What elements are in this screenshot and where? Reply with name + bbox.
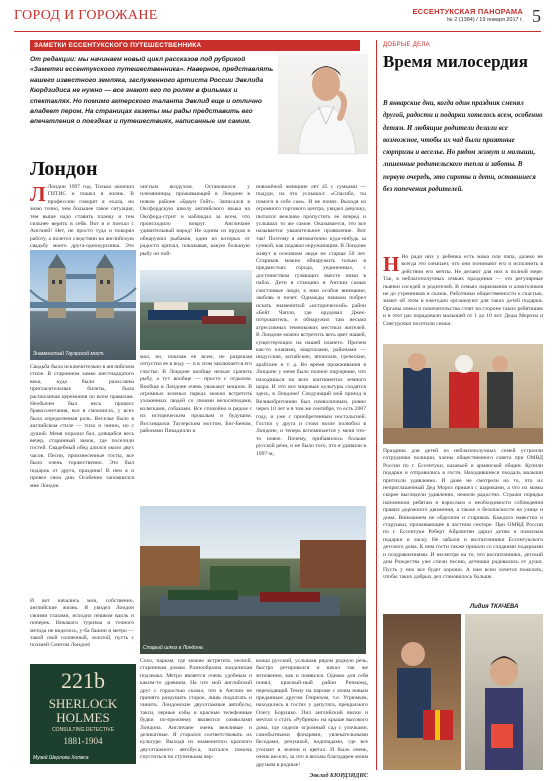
text-column-3-bottom (256, 658, 368, 780)
child-icon (465, 614, 543, 770)
column-divider (376, 40, 377, 770)
right-intro: В январские дни, когда один праздник сменял другой, радости и подарки хотелось всем, особенно детям. И любящие родители делали все возможное, чтобы их чад были приятные сюрпризы и веселье. Но рядом живут и малыши, лишенные родительского тепла и заботы. В первую очередь, это сироты и дети, оставшиеся без попечения родителей. (383, 99, 543, 194)
bridge-icon (30, 250, 136, 360)
author-portrait (278, 54, 368, 154)
column-text: Сохо, паркам, где можно встретить лесной, старинным домам. Разнообразна лондонская подземка. Метро является очень удобным и каким-то древним. На что мой английский друг с гордостью сказал, что в Англии не принято разрушать старое, лишь подлатать и чинить. Лондонские двухэтажные автобусы, такси, черные кэбы и красные телефонные будки по-прежнему являются символами Лондона. Англичане очень вежливые и деликатные. Я старался соответствовать их культуре. Выходя из знаменитого красного двухэтажного автобуса, пытался помочь спуститься по ступенькам чер- (140, 658, 252, 761)
portrait-icon (278, 54, 368, 154)
text-column-2-mid (140, 354, 252, 504)
text-column-1-bottom (30, 598, 134, 662)
column-text: чистым воздухом. Остановился у племянницы, проживающей в Лондоне в новом районе «Браун Гейт». Записался в Оксфордскую школу английского языка на Оксфорд-стрит и наблюдал за всем, что происходило вокруг. Англичане удивительный народ! Не одним из прудов в обнаружил рыбаков, один из которых от радости кричал, показывая, какую большую рыбу он пой- (140, 184, 250, 257)
right-section-label: ДОБРЫЕ ДЕЛА (383, 42, 430, 48)
text-column-3 (256, 184, 366, 504)
column-text: Свадьба была исключительно в английском стиле. В старинном замке шестнадцатого века, куда были разосланы пригласительные билеты, была расписанная церемония по всем правилам. Необычен был весь процесс бракосочетания, все в смокингах, у всех была определенная роль. Веселье было в английском стиле — тихо и чинно, но с душой. Меня поразил бал, длящийся весь вечер, старинный замок, где поселили гостей. Свадебный обед длился около двух часов. Песни, произнесенные тосты, все было очень торжественно. Это был подарок от друга, праздник! В нем я и провел свои дни. Особенно запомнился мне Лондон. (30, 364, 134, 489)
page-header (14, 6, 541, 32)
newspaper-name: ЕССЕНТУКСКАЯ ПАНОРАМА (412, 7, 523, 16)
column-text: Но ради них у ребенка есть мама или папа, далеко не всегда это означает, что они понимают его и исполнить в действии его мечты. Не делают для них в полной мере. Так, в неблагополучных семьях праздники — это регулярные пьянки соседей и родителей. В семьях наркоманов и алкоголиков не до утренников и сказок. Работники общественности к счастью, знают об этом и ежегодно организуют для таких детей подарки. Органы опеки и попечительства стоят на стороне таких ребятишек и в этот раз порадовали малышей от 1 до 10 лет. Деды Морозы и Снегурочки посетили семьи. (383, 254, 543, 327)
right-column-top (383, 254, 543, 342)
right-column-bottom (383, 448, 543, 600)
boats-photo (140, 270, 252, 350)
text-column-2-bottom (140, 658, 252, 770)
column-text: мал, но, показав ее всем, не разрешая отпустил ее в воду — и в этом заключается его счастье. В Лондоне вообще нельзя хранить рыбу, а тут вообще — просто с отдыхом. Вообще в Лондоне очень уважают моцион. В огромных зеленых парках можно встретить ухоженных людей со своими велосипедами, колясками, собаками. Все спокойно и рядом с их историческим прошлым и будущим. Восхищался Таузерским мостом, Биг-Беном, районами Пикадилли и (140, 354, 252, 435)
sign-years: 1881-1904 (63, 736, 103, 746)
issue-info: № 2 (1384) / 19 января 2017 г. (446, 17, 523, 23)
column-text: Праздник для детей из неблагополучных семей устроили сотрудники полиции, члены общественного совета при ОМВД России по г. Ессентуки, казачьей и армянской общин. Купили подарки и отправились в гости. Находившиеся поодаль малыши притихли удивленно. И даже не смотрели на то, что их неприглашенный Дед Мороз пришел с шариками, а что их мамы скорее выглядели удивленно, нежели радостно. Стражи порядка напомнили ребятам и взрослым о необходимости соблюдения правил дорожного движения, а также о безопасности на улице и дома. Вниманием не обделили и стариков. Каждого навестил и старушки, проживающие в частном секторе. При ОМВД России по г. Ессентуки Роберт Айрапетян дарил детям и пожилым подарки и ласку. Не забыли и воспитанники Ессентукского детского дома. К ним гости также пришли со сладкими подарками и поздравлениями. И несмотря на то, что воспитанники, детский дом Рождества уже спели песню, детишки радовались от души. Пусть у них все будет хорошо. А нам всем хочется пожелать, чтобы таких добрых дел становилось больше. (383, 448, 543, 580)
sign-line2: HOLMES (56, 710, 110, 725)
sherlock-sign-photo (30, 664, 136, 764)
drop-cap: Л (30, 182, 46, 206)
text-column-1-top (30, 184, 134, 248)
text-column-2-top (140, 184, 250, 266)
tower-bridge-photo (30, 250, 136, 360)
editor-intro: От редакции: мы начинаем новый цикл рассказов под рубрикой «Заметки ессентукского путешественника». Наверное, представлять нашего известного земляка, заслуженного артиста России Эвклида Кюрдзидиса не нужно — все знают его по ролям в фильмах и спектаклях. Но помимо актерского таланта Эвклид еще и отлично владеет пером. На страницах газеты мы рады представить его впечатления о поездках и путешествиях, написанные им самим. (30, 56, 274, 126)
page-number: 5 (532, 6, 541, 26)
gift-icon (383, 614, 461, 770)
sign-number: 221b (61, 668, 105, 693)
photo-caption: Знаменитый Тауэрский мост. (33, 351, 105, 357)
canal-icon (140, 506, 366, 654)
author-signature: Эвклид КЮРДЗИДИС (309, 773, 368, 780)
column-text: конца русский, услышав рядом родную речь, быстро ретировался и начал так же мгновенно, как и появился. Однако для себя понял, красный-ный район Ричмонд, переходящий Темзу на пароме с моим новым преданным другом Генрихом, т.е. Угрюмым, находились в гостях у депутата, прекрасного Олегу Борушко. Пил английский виски и мечтал о стать «Рубрики» на крыше высокого дома, где сидели огромный сад с улочками, самобытными фонарями, увлекательными беседами, речушкой, водопадами, где все утопает в зелени и цветах. И было очень, очень весело, за что я весьма благодарен моим друзьям в родные! (256, 658, 368, 768)
section-title: ГОРОД И ГОРОЖАНЕ (14, 8, 158, 23)
column-text: новожёной женщине лет 45 с сумками — подуди, на что услышал: «Спасибо, ты помоги я себе сам». И не понял. Выходя из огромного торгового центра, увидел девушку, пытался вежливо пропустить ее вперед и услышал то же самое. Оказывается, это все называется уважительное проявление. Вот так! Поэтому я автоматично куда-нибудь за сумкой, как подавал окружающим. В Лондоне живут в основном люди не старше 50 лет. Стариков можно обнаружить только в предместьях города, уединенных, с достоинством гуляющих вместе ними в пабах. Дети в станциях в Англии самые счастливые люди, к ним особое внимание, любовь и почет. Однажды пешком побрел искать знаменитый «исторический» район «Бейт Чапли, где орудовал Джек-потрошитель, и обнаружил там весьма агрессивных темнокожих местных жителей. В Лондоне можно встретить весь цвет нашей, существующих на нашей планете. Причем как-то кланами, кварталами, районами — индусские, китайские, японские, греческие, арабские и т. д. Во время прожживания в Лондоне у меня было полное ощущение, что находишься на всех континентах земного шара. И что все мировые культуры сходятся здесь, в Лондоне! Следующий мой приезд в Великобританию был символичным, ровно через 10 лет и в том же сентябре, то есть 2007 году, и уже с приобретенным ностальгией. Гостил у друга и стоял возле полюбил в Лондоне, и теперь вспоминается у меня что-то новое. Почему, прибавилось больше русской речи, и не было того, что я удивили в 1997-м, (256, 184, 366, 457)
right-headline: Время милосердия (383, 52, 528, 71)
sign-line3: CONSULTING DETECTIVE (52, 727, 114, 733)
drop-cap: Н (383, 252, 400, 276)
sign-line1: SHERLOCK (48, 696, 118, 711)
column-text: Лондон 1997 год. Только окончил ГИТИС и пошел в жизнь. В профессию говорят я ехала, но знаю точно, чем большее такое ситуация, тем выше надо ставить планку и тем сильнее верить в себя. Вот я и поехал с Англией! Нет, не просто туда и покорял работу, а полетел следствии на английскую свадьбу моего друга-однокурсника. Это (30, 184, 134, 250)
canal-photo (140, 506, 366, 654)
boat-icon (140, 270, 252, 350)
photo-caption: Старый шлюз в Лондоне. (143, 645, 204, 651)
gift-photo (383, 614, 461, 770)
right-signature: Лидия ТКАЧЕВА (470, 604, 519, 610)
ded-moroz-photo (383, 344, 543, 444)
column-text: И вот начались мои, собственно, английские жизнь. Я увидел Лондон своими глазами, исходил пешком вдоль и поперек. Никакого туризма и точного метода не виделось, у-ба башни и метро — такой свой солнечный, золотой, пусть с поэзией Смитом Лондон! (30, 598, 134, 649)
children-photo (465, 614, 543, 770)
rubric-banner: ЗАМЕТКИ ЕССЕНТУКСКОГО ПУТЕШЕСТВЕННИКА (30, 40, 360, 51)
story-headline: Лондон (30, 158, 98, 180)
people-icon (383, 344, 543, 444)
text-column-1-mid (30, 364, 134, 594)
photo-caption: Музей Шерлока Холмса (33, 755, 89, 761)
